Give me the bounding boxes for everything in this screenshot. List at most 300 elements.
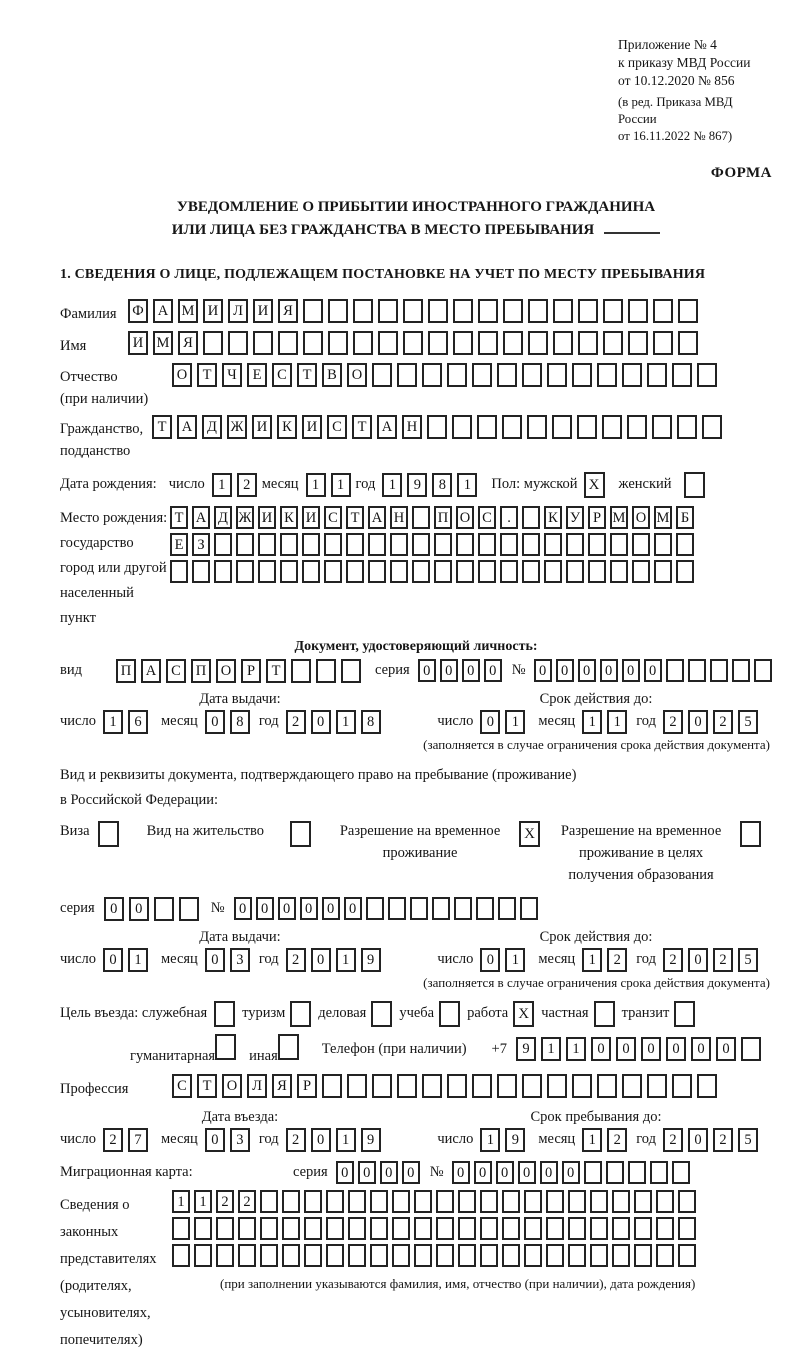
char-cell[interactable]: 6 xyxy=(128,710,148,734)
char-cell[interactable] xyxy=(476,897,494,920)
char-cell[interactable] xyxy=(528,299,548,323)
doc-number-input[interactable] xyxy=(534,659,772,682)
char-cell[interactable]: 0 xyxy=(578,659,596,682)
char-cell[interactable]: 1 xyxy=(336,1128,356,1152)
char-cell[interactable]: 9 xyxy=(407,473,427,497)
char-cell[interactable] xyxy=(702,415,722,439)
purpose-work-checkbox[interactable] xyxy=(513,1001,534,1027)
char-cell[interactable]: З xyxy=(192,533,210,556)
char-cell[interactable] xyxy=(634,1190,652,1213)
char-cell[interactable] xyxy=(553,331,573,355)
char-cell[interactable]: 0 xyxy=(562,1161,580,1184)
char-cell[interactable] xyxy=(282,1190,300,1213)
char-cell[interactable] xyxy=(238,1244,256,1267)
char-cell[interactable]: Р xyxy=(297,1074,317,1098)
edu-permit-checkbox[interactable] xyxy=(740,821,761,847)
char-cell[interactable]: X xyxy=(519,821,540,847)
char-cell[interactable]: С xyxy=(172,1074,192,1098)
char-cell[interactable] xyxy=(453,299,473,323)
char-cell[interactable] xyxy=(478,299,498,323)
char-cell[interactable]: 0 xyxy=(540,1161,558,1184)
char-cell[interactable] xyxy=(316,659,336,683)
char-cell[interactable] xyxy=(378,331,398,355)
char-cell[interactable]: М xyxy=(610,506,628,529)
char-cell[interactable] xyxy=(603,331,623,355)
char-cell[interactable] xyxy=(754,659,772,682)
char-cell[interactable]: 0 xyxy=(129,897,149,921)
char-cell[interactable]: А xyxy=(153,299,173,323)
char-cell[interactable] xyxy=(422,1074,442,1098)
char-cell[interactable]: 0 xyxy=(311,710,331,734)
char-cell[interactable] xyxy=(458,1217,476,1240)
char-cell[interactable]: 9 xyxy=(361,1128,381,1152)
char-cell[interactable]: А xyxy=(368,506,386,529)
char-cell[interactable] xyxy=(524,1244,542,1267)
char-cell[interactable] xyxy=(346,533,364,556)
char-cell[interactable]: 0 xyxy=(402,1161,420,1184)
char-cell[interactable] xyxy=(678,1217,696,1240)
char-cell[interactable]: 1 xyxy=(103,710,123,734)
char-cell[interactable]: А xyxy=(192,506,210,529)
char-cell[interactable] xyxy=(568,1244,586,1267)
char-cell[interactable]: Т xyxy=(297,363,317,387)
char-cell[interactable] xyxy=(236,533,254,556)
char-cell[interactable] xyxy=(552,415,572,439)
char-cell[interactable]: 0 xyxy=(480,948,500,972)
char-cell[interactable]: X xyxy=(584,472,605,498)
char-cell[interactable] xyxy=(697,1074,717,1098)
char-cell[interactable] xyxy=(348,1190,366,1213)
purpose-other-checkbox[interactable] xyxy=(278,1034,299,1060)
char-cell[interactable]: Т xyxy=(197,1074,217,1098)
char-cell[interactable] xyxy=(328,331,348,355)
char-cell[interactable] xyxy=(328,299,348,323)
char-cell[interactable]: 0 xyxy=(358,1161,376,1184)
char-cell[interactable]: 3 xyxy=(230,948,250,972)
char-cell[interactable]: 2 xyxy=(713,710,733,734)
char-cell[interactable] xyxy=(606,1161,624,1184)
char-cell[interactable] xyxy=(214,1001,235,1027)
char-cell[interactable]: 0 xyxy=(534,659,552,682)
visa-checkbox[interactable] xyxy=(98,821,119,847)
char-cell[interactable]: А xyxy=(377,415,397,439)
char-cell[interactable] xyxy=(304,1244,322,1267)
char-cell[interactable]: 2 xyxy=(103,1128,123,1152)
char-cell[interactable] xyxy=(566,533,584,556)
char-cell[interactable]: 1 xyxy=(194,1190,212,1213)
char-cell[interactable] xyxy=(594,1001,615,1027)
char-cell[interactable] xyxy=(456,560,474,583)
residence-series-input[interactable] xyxy=(104,897,199,921)
char-cell[interactable] xyxy=(260,1244,278,1267)
char-cell[interactable] xyxy=(302,533,320,556)
char-cell[interactable] xyxy=(527,415,547,439)
char-cell[interactable] xyxy=(458,1244,476,1267)
char-cell[interactable]: С xyxy=(478,506,496,529)
char-cell[interactable]: Д xyxy=(202,415,222,439)
char-cell[interactable]: 2 xyxy=(286,710,306,734)
birth-day-input[interactable] xyxy=(212,473,257,497)
char-cell[interactable] xyxy=(578,331,598,355)
char-cell[interactable] xyxy=(678,1244,696,1267)
char-cell[interactable]: 0 xyxy=(641,1037,661,1061)
char-cell[interactable] xyxy=(304,1190,322,1213)
char-cell[interactable]: И xyxy=(302,415,322,439)
char-cell[interactable]: 0 xyxy=(322,897,340,920)
char-cell[interactable]: X xyxy=(513,1001,534,1027)
char-cell[interactable] xyxy=(678,331,698,355)
char-cell[interactable] xyxy=(260,1217,278,1240)
char-cell[interactable] xyxy=(678,1190,696,1213)
char-cell[interactable]: 2 xyxy=(607,1128,627,1152)
entry-month-input[interactable] xyxy=(205,1128,250,1152)
char-cell[interactable] xyxy=(216,1217,234,1240)
char-cell[interactable]: О xyxy=(347,363,367,387)
char-cell[interactable] xyxy=(588,533,606,556)
char-cell[interactable]: С xyxy=(327,415,347,439)
char-cell[interactable] xyxy=(347,1074,367,1098)
char-cell[interactable] xyxy=(480,1190,498,1213)
char-cell[interactable] xyxy=(478,533,496,556)
char-cell[interactable]: П xyxy=(434,506,452,529)
char-cell[interactable] xyxy=(414,1244,432,1267)
char-cell[interactable]: 1 xyxy=(306,473,326,497)
char-cell[interactable]: Д xyxy=(214,506,232,529)
char-cell[interactable] xyxy=(603,299,623,323)
char-cell[interactable] xyxy=(544,533,562,556)
char-cell[interactable]: А xyxy=(141,659,161,683)
char-cell[interactable] xyxy=(322,1074,342,1098)
char-cell[interactable] xyxy=(372,1074,392,1098)
char-cell[interactable] xyxy=(477,415,497,439)
char-cell[interactable]: 1 xyxy=(566,1037,586,1061)
char-cell[interactable]: И xyxy=(128,331,148,355)
char-cell[interactable] xyxy=(656,1217,674,1240)
char-cell[interactable] xyxy=(672,1074,692,1098)
doc-series-input[interactable] xyxy=(418,659,502,682)
char-cell[interactable] xyxy=(290,821,311,847)
char-cell[interactable] xyxy=(454,897,472,920)
char-cell[interactable]: 0 xyxy=(666,1037,686,1061)
char-cell[interactable]: 0 xyxy=(344,897,362,920)
char-cell[interactable] xyxy=(647,1074,667,1098)
char-cell[interactable] xyxy=(324,533,342,556)
char-cell[interactable] xyxy=(370,1244,388,1267)
citizenship-input[interactable] xyxy=(152,415,722,439)
char-cell[interactable]: 9 xyxy=(361,948,381,972)
char-cell[interactable] xyxy=(303,331,323,355)
char-cell[interactable]: 0 xyxy=(380,1161,398,1184)
char-cell[interactable] xyxy=(472,1074,492,1098)
char-cell[interactable]: . xyxy=(500,506,518,529)
char-cell[interactable] xyxy=(302,560,320,583)
char-cell[interactable] xyxy=(480,1244,498,1267)
char-cell[interactable] xyxy=(547,363,567,387)
char-cell[interactable]: И xyxy=(253,299,273,323)
char-cell[interactable] xyxy=(390,560,408,583)
char-cell[interactable]: М xyxy=(654,506,672,529)
char-cell[interactable]: 0 xyxy=(440,659,458,682)
char-cell[interactable] xyxy=(590,1244,608,1267)
char-cell[interactable] xyxy=(697,363,717,387)
char-cell[interactable]: 1 xyxy=(582,948,602,972)
residence-issue-day-input[interactable] xyxy=(103,948,148,972)
char-cell[interactable]: 0 xyxy=(311,1128,331,1152)
char-cell[interactable]: 0 xyxy=(205,710,225,734)
char-cell[interactable] xyxy=(632,533,650,556)
char-cell[interactable]: П xyxy=(191,659,211,683)
char-cell[interactable] xyxy=(304,1217,322,1240)
char-cell[interactable]: Т xyxy=(266,659,286,683)
char-cell[interactable]: 1 xyxy=(336,948,356,972)
char-cell[interactable] xyxy=(346,560,364,583)
char-cell[interactable] xyxy=(678,299,698,323)
char-cell[interactable] xyxy=(412,533,430,556)
char-cell[interactable] xyxy=(378,299,398,323)
char-cell[interactable] xyxy=(370,1190,388,1213)
identity-issue-month-input[interactable] xyxy=(205,710,250,734)
surname-input[interactable] xyxy=(128,299,698,323)
char-cell[interactable]: 0 xyxy=(103,948,123,972)
char-cell[interactable] xyxy=(326,1217,344,1240)
char-cell[interactable] xyxy=(412,506,430,529)
char-cell[interactable]: 2 xyxy=(286,1128,306,1152)
char-cell[interactable]: У xyxy=(566,506,584,529)
char-cell[interactable] xyxy=(172,1217,190,1240)
char-cell[interactable] xyxy=(628,1161,646,1184)
char-cell[interactable]: 1 xyxy=(607,710,627,734)
char-cell[interactable]: О xyxy=(456,506,474,529)
char-cell[interactable]: 0 xyxy=(616,1037,636,1061)
char-cell[interactable] xyxy=(652,415,672,439)
char-cell[interactable] xyxy=(282,1217,300,1240)
char-cell[interactable]: 2 xyxy=(238,1190,256,1213)
char-cell[interactable]: С xyxy=(272,363,292,387)
char-cell[interactable] xyxy=(610,533,628,556)
char-cell[interactable]: Л xyxy=(247,1074,267,1098)
char-cell[interactable]: 2 xyxy=(713,948,733,972)
char-cell[interactable] xyxy=(397,1074,417,1098)
char-cell[interactable]: 1 xyxy=(457,473,477,497)
char-cell[interactable] xyxy=(622,363,642,387)
char-cell[interactable]: 0 xyxy=(418,659,436,682)
char-cell[interactable] xyxy=(372,363,392,387)
char-cell[interactable]: 1 xyxy=(128,948,148,972)
char-cell[interactable]: 1 xyxy=(505,948,525,972)
birth-place-row2-input[interactable] xyxy=(170,533,694,556)
char-cell[interactable] xyxy=(577,415,597,439)
purpose-transit-checkbox[interactable] xyxy=(674,1001,695,1027)
char-cell[interactable] xyxy=(503,331,523,355)
migration-number-input[interactable] xyxy=(452,1161,690,1184)
char-cell[interactable] xyxy=(452,415,472,439)
char-cell[interactable] xyxy=(456,533,474,556)
profession-input[interactable] xyxy=(172,1074,717,1098)
char-cell[interactable] xyxy=(524,1190,542,1213)
char-cell[interactable] xyxy=(478,331,498,355)
char-cell[interactable] xyxy=(390,533,408,556)
char-cell[interactable] xyxy=(403,299,423,323)
char-cell[interactable] xyxy=(676,560,694,583)
char-cell[interactable]: 2 xyxy=(713,1128,733,1152)
char-cell[interactable]: Т xyxy=(346,506,364,529)
purpose-service-checkbox[interactable] xyxy=(214,1001,235,1027)
char-cell[interactable] xyxy=(522,1074,542,1098)
identity-valid-month-input[interactable] xyxy=(582,710,627,734)
char-cell[interactable]: 1 xyxy=(212,473,232,497)
char-cell[interactable]: 0 xyxy=(480,710,500,734)
char-cell[interactable] xyxy=(341,659,361,683)
purpose-study-checkbox[interactable] xyxy=(439,1001,460,1027)
char-cell[interactable]: 2 xyxy=(663,1128,683,1152)
char-cell[interactable] xyxy=(472,363,492,387)
char-cell[interactable]: Т xyxy=(170,506,188,529)
char-cell[interactable] xyxy=(214,560,232,583)
char-cell[interactable] xyxy=(656,1244,674,1267)
char-cell[interactable] xyxy=(428,299,448,323)
char-cell[interactable]: Ч xyxy=(222,363,242,387)
char-cell[interactable] xyxy=(410,897,428,920)
char-cell[interactable] xyxy=(326,1190,344,1213)
char-cell[interactable]: Р xyxy=(588,506,606,529)
purpose-humanitarian-checkbox[interactable] xyxy=(215,1034,236,1060)
char-cell[interactable] xyxy=(647,363,667,387)
residence-valid-month-input[interactable] xyxy=(582,948,627,972)
char-cell[interactable] xyxy=(740,821,761,847)
char-cell[interactable]: Ж xyxy=(236,506,254,529)
char-cell[interactable]: Я xyxy=(278,299,298,323)
char-cell[interactable] xyxy=(544,560,562,583)
char-cell[interactable]: 1 xyxy=(541,1037,561,1061)
char-cell[interactable]: 0 xyxy=(256,897,274,920)
char-cell[interactable]: 9 xyxy=(505,1128,525,1152)
birth-year-input[interactable] xyxy=(382,473,477,497)
char-cell[interactable] xyxy=(498,897,516,920)
char-cell[interactable] xyxy=(522,533,540,556)
char-cell[interactable] xyxy=(453,331,473,355)
char-cell[interactable]: О xyxy=(222,1074,242,1098)
char-cell[interactable]: Я xyxy=(178,331,198,355)
char-cell[interactable] xyxy=(260,1190,278,1213)
char-cell[interactable]: 0 xyxy=(688,1128,708,1152)
char-cell[interactable]: 2 xyxy=(286,948,306,972)
char-cell[interactable]: Е xyxy=(170,533,188,556)
char-cell[interactable] xyxy=(280,533,298,556)
birth-month-input[interactable] xyxy=(306,473,351,497)
char-cell[interactable] xyxy=(348,1244,366,1267)
char-cell[interactable] xyxy=(522,363,542,387)
entry-year-input[interactable] xyxy=(286,1128,381,1152)
phone-input[interactable] xyxy=(516,1037,761,1061)
char-cell[interactable] xyxy=(447,1074,467,1098)
char-cell[interactable] xyxy=(666,659,684,682)
doc-kind-input[interactable] xyxy=(116,659,361,683)
legal-reps-row2-input[interactable] xyxy=(172,1217,772,1240)
char-cell[interactable] xyxy=(572,363,592,387)
char-cell[interactable] xyxy=(434,560,452,583)
char-cell[interactable] xyxy=(568,1217,586,1240)
residence-issue-month-input[interactable] xyxy=(205,948,250,972)
char-cell[interactable] xyxy=(502,1244,520,1267)
char-cell[interactable] xyxy=(566,560,584,583)
char-cell[interactable] xyxy=(546,1244,564,1267)
char-cell[interactable] xyxy=(597,363,617,387)
char-cell[interactable] xyxy=(172,1244,190,1267)
char-cell[interactable]: Т xyxy=(152,415,172,439)
char-cell[interactable]: 2 xyxy=(607,948,627,972)
char-cell[interactable] xyxy=(503,299,523,323)
char-cell[interactable] xyxy=(588,560,606,583)
char-cell[interactable]: И xyxy=(252,415,272,439)
char-cell[interactable] xyxy=(584,1161,602,1184)
char-cell[interactable]: 0 xyxy=(474,1161,492,1184)
char-cell[interactable]: 0 xyxy=(462,659,480,682)
char-cell[interactable]: Б xyxy=(676,506,694,529)
char-cell[interactable]: К xyxy=(280,506,298,529)
char-cell[interactable]: 3 xyxy=(230,1128,250,1152)
char-cell[interactable]: 0 xyxy=(600,659,618,682)
char-cell[interactable]: 0 xyxy=(591,1037,611,1061)
char-cell[interactable]: 0 xyxy=(484,659,502,682)
char-cell[interactable]: 0 xyxy=(205,948,225,972)
char-cell[interactable] xyxy=(622,1074,642,1098)
char-cell[interactable] xyxy=(403,331,423,355)
sex-female-checkbox[interactable] xyxy=(684,472,705,498)
char-cell[interactable] xyxy=(370,1217,388,1240)
char-cell[interactable]: 0 xyxy=(496,1161,514,1184)
char-cell[interactable] xyxy=(546,1217,564,1240)
char-cell[interactable] xyxy=(524,1217,542,1240)
char-cell[interactable] xyxy=(546,1190,564,1213)
char-cell[interactable] xyxy=(480,1217,498,1240)
char-cell[interactable]: 0 xyxy=(452,1161,470,1184)
char-cell[interactable] xyxy=(194,1244,212,1267)
char-cell[interactable] xyxy=(278,1034,299,1060)
char-cell[interactable] xyxy=(414,1217,432,1240)
char-cell[interactable]: 0 xyxy=(311,948,331,972)
identity-valid-day-input[interactable] xyxy=(480,710,525,734)
char-cell[interactable] xyxy=(478,560,496,583)
char-cell[interactable] xyxy=(672,363,692,387)
char-cell[interactable] xyxy=(732,659,750,682)
char-cell[interactable]: 9 xyxy=(516,1037,536,1061)
char-cell[interactable] xyxy=(497,1074,517,1098)
char-cell[interactable] xyxy=(676,533,694,556)
char-cell[interactable]: О xyxy=(632,506,650,529)
char-cell[interactable] xyxy=(170,560,188,583)
char-cell[interactable]: 0 xyxy=(205,1128,225,1152)
char-cell[interactable] xyxy=(434,533,452,556)
char-cell[interactable] xyxy=(522,506,540,529)
char-cell[interactable]: 5 xyxy=(738,1128,758,1152)
char-cell[interactable] xyxy=(303,299,323,323)
char-cell[interactable] xyxy=(568,1190,586,1213)
char-cell[interactable] xyxy=(578,299,598,323)
char-cell[interactable]: 5 xyxy=(738,948,758,972)
char-cell[interactable] xyxy=(392,1244,410,1267)
char-cell[interactable] xyxy=(368,533,386,556)
char-cell[interactable] xyxy=(553,299,573,323)
name-input[interactable] xyxy=(128,331,698,355)
char-cell[interactable]: Т xyxy=(197,363,217,387)
char-cell[interactable] xyxy=(654,533,672,556)
char-cell[interactable] xyxy=(422,363,442,387)
char-cell[interactable]: 2 xyxy=(663,710,683,734)
char-cell[interactable] xyxy=(502,1190,520,1213)
entry-day-input[interactable] xyxy=(103,1128,148,1152)
char-cell[interactable] xyxy=(674,1001,695,1027)
char-cell[interactable] xyxy=(590,1217,608,1240)
